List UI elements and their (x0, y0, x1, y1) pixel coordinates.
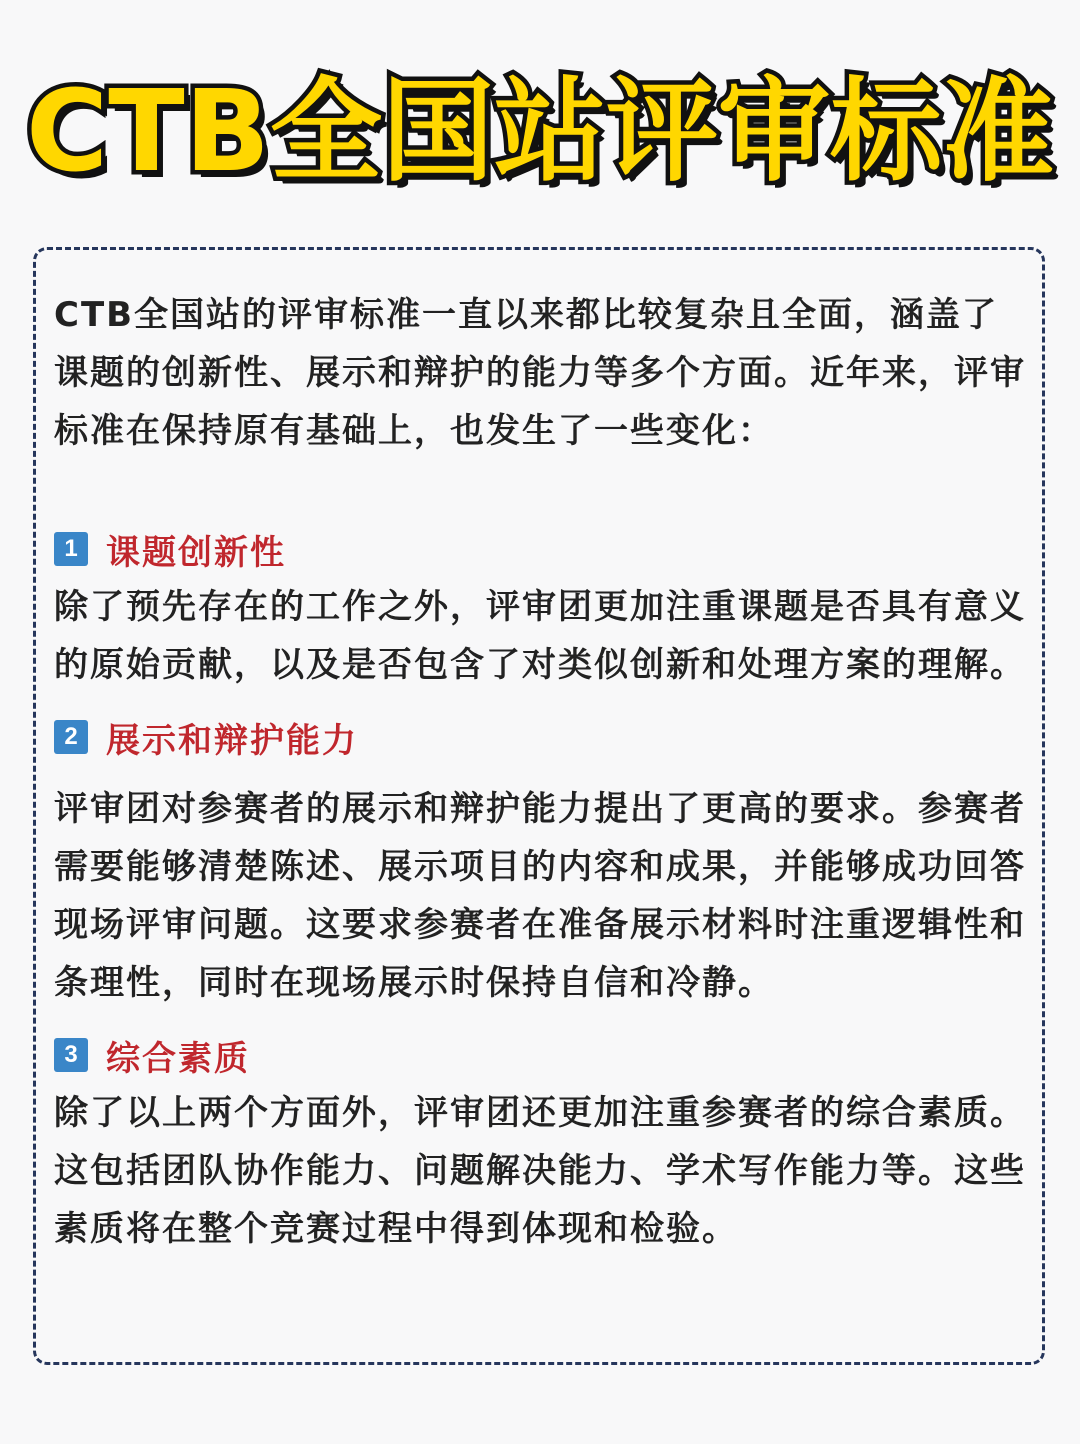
intro-paragraph: CTB全国站的评审标准一直以来都比较复杂且全面，涵盖了课题的创新性、展示和辩护的能力等多个方面。近年来，评审标准在保持原有基础上，也发生了一些变化： (54, 295, 1026, 451)
spacer (54, 1012, 1034, 1026)
spacer (54, 460, 1034, 520)
section-body-presentation: 评审团对参赛者的展示和辩护能力提出了更高的要求。参赛者需要能够清楚陈述、展示项目的内容和成果，并能够成功回答现场评审问题。这要求参赛者在准备展示材料时注重逻辑性和条理性，同时在现场展示时保持自信和冷静。 (54, 789, 1026, 1003)
section-title-quality: 综合素质 (106, 1038, 250, 1079)
card-content (54, 286, 1034, 1258)
section-title-presentation: 展示和辩护能力 (106, 720, 358, 761)
content-card (33, 247, 1045, 1365)
section-body-innovation: 除了预先存在的工作之外，评审团更加注重课题是否具有意义的原始贡献，以及是否包含了对类似创新和处理方案的理解。 (54, 587, 1026, 685)
number-badge-1: 1 (54, 532, 88, 566)
spacer (54, 694, 1034, 708)
section-heading-innovation (54, 520, 1034, 578)
section-body-quality: 除了以上两个方面外，评审团还更加注重参赛者的综合素质。这包括团队协作能力、问题解决能力、学术写作能力等。这些素质将在整个竞赛过程中得到体现和检验。 (54, 1093, 1026, 1249)
spacer (54, 766, 1034, 780)
section-heading-presentation (54, 708, 1034, 766)
number-badge-2: 2 (54, 720, 88, 754)
number-badge-3: 3 (54, 1038, 88, 1072)
section-heading-quality (54, 1026, 1034, 1084)
section-title-innovation: 课题创新性 (106, 532, 286, 573)
page-title: CTB全国站评审标准 (26, 67, 1054, 197)
